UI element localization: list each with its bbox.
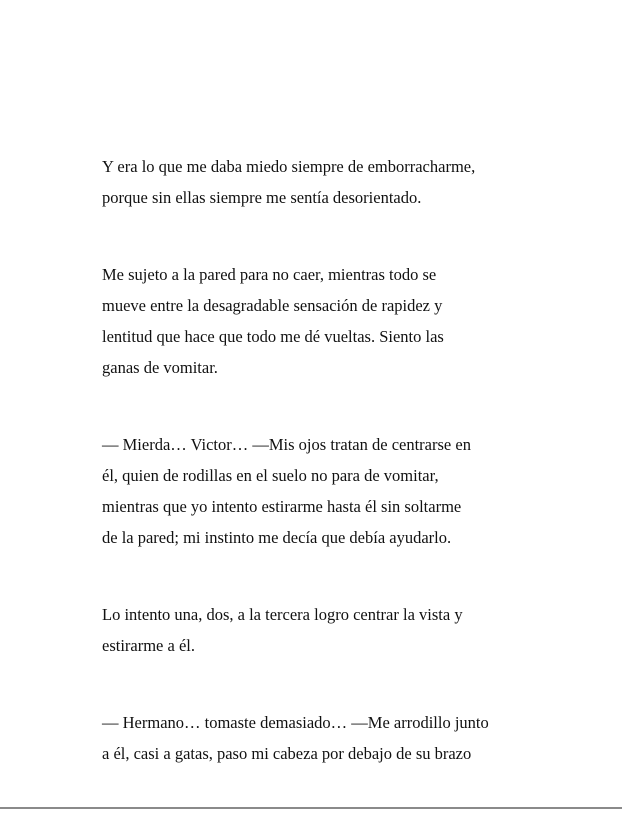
text-line: él, quien de rodillas en el suelo no para de vomitar, bbox=[102, 466, 439, 485]
paragraph-3 bbox=[102, 429, 532, 553]
paragraph-2 bbox=[102, 259, 532, 383]
text-line: mueve entre la desagradable sensación de rapidez y bbox=[102, 296, 443, 315]
text-line: — Hermano… tomaste demasiado… —Me arrodillo junto bbox=[102, 713, 489, 732]
page-bottom-border bbox=[0, 807, 622, 809]
text-line: Y era lo que me daba miedo siempre de emborracharme, bbox=[102, 157, 476, 176]
paragraph-5 bbox=[102, 707, 532, 769]
text-line: estirarme a él. bbox=[102, 636, 195, 655]
text-line: Lo intento una, dos, a la tercera logro centrar la vista y bbox=[102, 605, 463, 624]
text-line: ganas de vomitar. bbox=[102, 358, 218, 377]
text-line: lentitud que hace que todo me dé vueltas. Siento las bbox=[102, 327, 444, 346]
paragraph-4 bbox=[102, 599, 532, 661]
text-line: mientras que yo intento estirarme hasta él sin soltarme bbox=[102, 497, 462, 516]
text-line: porque sin ellas siempre me sentía desorientado. bbox=[102, 188, 422, 207]
text-line: a él, casi a gatas, paso mi cabeza por debajo de su brazo bbox=[102, 744, 472, 763]
text-line: de la pared; mi instinto me decía que debía ayudarlo. bbox=[102, 528, 452, 547]
text-line: — Mierda… Victor… —Mis ojos tratan de centrarse en bbox=[102, 435, 471, 454]
body-text bbox=[102, 151, 532, 815]
paragraph-1 bbox=[102, 151, 532, 213]
text-line: Me sujeto a la pared para no caer, mientras todo se bbox=[102, 265, 437, 284]
